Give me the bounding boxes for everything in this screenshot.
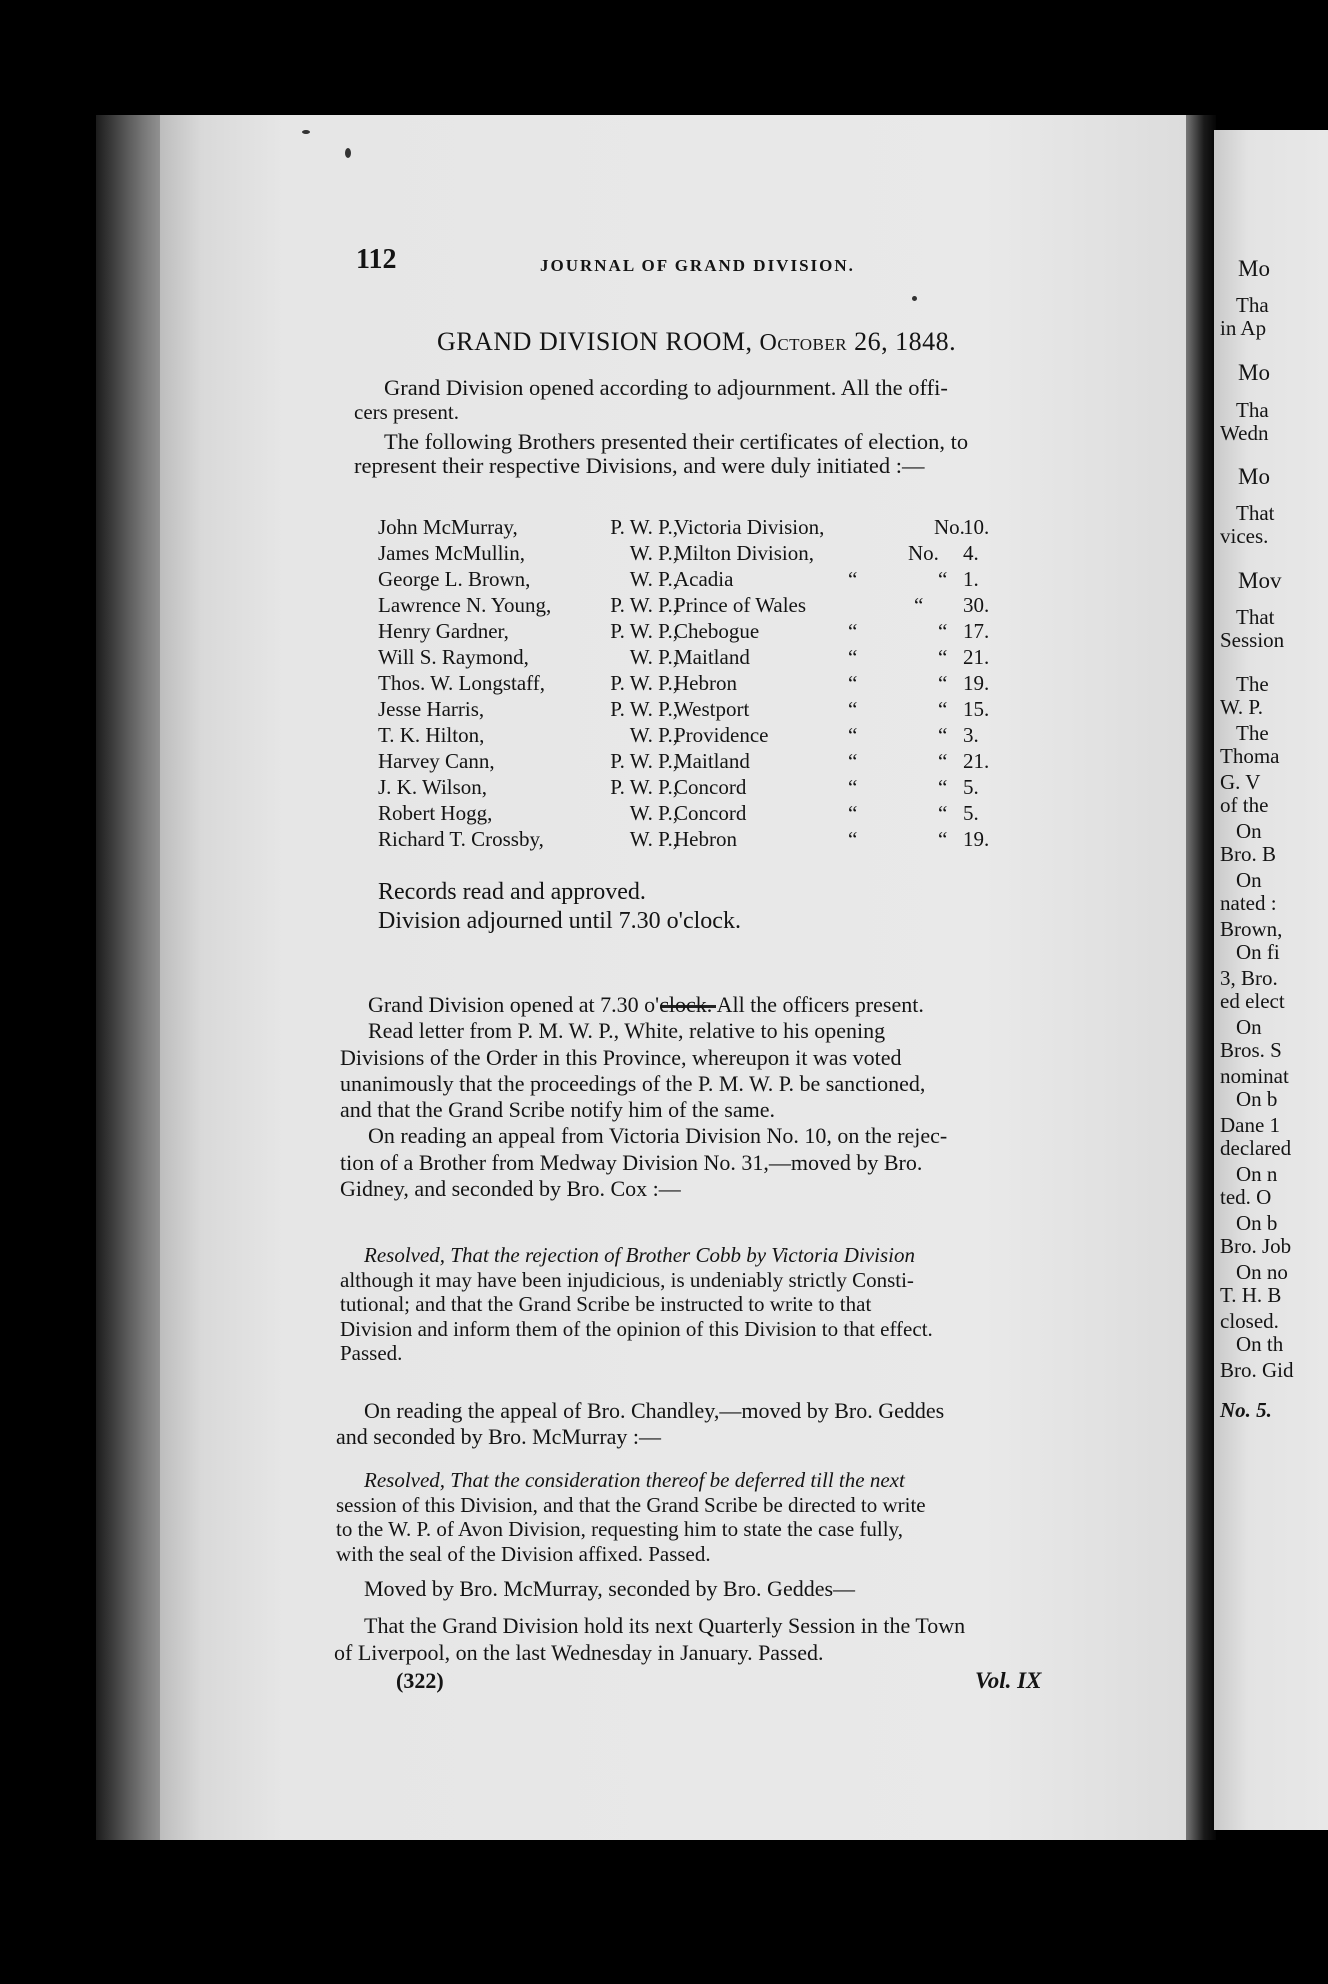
division-name: Chebogue — [674, 619, 760, 643]
text-line: Division and inform them of the opinion of this Division to that effect. — [340, 1316, 933, 1341]
division-number: 10. — [963, 515, 990, 539]
right-page-fragment-line: On — [1236, 1015, 1262, 1039]
member-title: W. P., — [629, 645, 678, 669]
right-page-fragment-line: T. H. B — [1220, 1283, 1282, 1307]
right-page-fragment-line: G. V — [1220, 770, 1261, 794]
text-line: The following Brothers presented their certificates of election, to — [384, 429, 969, 454]
division-number: 5. — [963, 775, 979, 799]
right-page-fragment-line: On fi — [1236, 940, 1280, 964]
ditto-mark: “ — [938, 619, 948, 643]
member-name: Lawrence N. Young, — [378, 593, 552, 617]
records-lines — [378, 878, 741, 936]
ditto-mark: “ — [938, 827, 948, 851]
member-title: P. W. P., — [610, 619, 678, 643]
text-line: session of this Division, and that the Grand Scribe be directed to write — [336, 1492, 926, 1517]
ditto-mark: “ — [848, 697, 858, 721]
division-number: 17. — [963, 619, 990, 643]
division-name: Victoria Division, — [674, 515, 825, 539]
ink-speck — [912, 296, 917, 301]
right-page-fragment-line: declared — [1220, 1136, 1292, 1160]
right-page-fragment-line: Dane 1 — [1220, 1113, 1281, 1137]
right-page-fragment-line: Wedn — [1220, 421, 1269, 445]
division-name: Concord — [674, 801, 747, 825]
division-number: 5. — [963, 801, 979, 825]
text-line: although it may have been injudicious, is undeniably strictly Consti- — [340, 1267, 914, 1292]
division-name: Maitland — [674, 749, 750, 773]
division-name: Westport — [674, 697, 750, 721]
resolution-chandley — [336, 1468, 926, 1566]
member-title: W. P., — [629, 827, 678, 851]
right-page-fragment-line: Bros. S — [1220, 1038, 1282, 1062]
text-line: and seconded by Bro. McMurray :— — [336, 1424, 662, 1449]
ditto-mark: “ — [848, 775, 858, 799]
right-page-fragment-line: Mo — [1238, 256, 1270, 281]
ditto-mark: “ — [848, 619, 858, 643]
member-name: T. K. Hilton, — [378, 723, 485, 747]
ditto-mark: No. — [908, 541, 939, 565]
member-title: P. W. P., — [610, 515, 678, 539]
member-title: P. W. P., — [610, 775, 678, 799]
right-page-fragment-line: Thoma — [1220, 744, 1280, 768]
right-page-fragment — [1214, 130, 1328, 1830]
text-line: Resolved, That the rejection of Brother Cobb by Victoria Division — [364, 1243, 915, 1267]
right-page-fragment-line: The — [1236, 672, 1269, 696]
member-name: Henry Gardner, — [378, 619, 509, 643]
member-title: W. P., — [629, 723, 678, 747]
text-line: Gidney, and seconded by Bro. Cox :— — [340, 1176, 681, 1202]
resolution-cobb — [340, 1243, 933, 1366]
text-line: On reading the appeal of Bro. Chandley,—moved by Bro. Geddes — [364, 1398, 945, 1423]
right-page-fragment-line: Tha — [1236, 293, 1269, 317]
member-name: John McMurray, — [378, 515, 518, 539]
division-number: 21. — [963, 645, 990, 669]
division-name: Hebron — [674, 827, 737, 851]
right-page-fragment-line: On b — [1236, 1211, 1278, 1235]
right-page-fragment-line: 3, Bro. — [1220, 966, 1278, 990]
member-title: W. P., — [629, 567, 678, 591]
chandley-appeal — [336, 1398, 944, 1450]
ditto-mark: “ — [938, 723, 948, 747]
right-page-fragment-line: closed. — [1220, 1309, 1279, 1333]
right-page-fragment-line: Mo — [1238, 464, 1270, 489]
right-page-fragment-line: On th — [1236, 1332, 1284, 1356]
running-title — [540, 256, 1240, 276]
text-line: That the Grand Division hold its next Quarterly Session in the Town — [364, 1613, 966, 1638]
text-line: Records read and approved. — [378, 879, 646, 905]
right-page-fragment-line: On n — [1236, 1162, 1278, 1186]
member-name: James McMullin, — [378, 541, 525, 565]
ditto-mark: “ — [914, 593, 924, 617]
title-main: GRAND DIVISION ROOM, — [437, 327, 753, 356]
right-page-fragment-line: in Ap — [1220, 316, 1267, 340]
member-title: P. W. P., — [610, 671, 678, 695]
motion-liverpool — [334, 1575, 965, 1666]
division-number: 3. — [963, 723, 979, 747]
volume-mark: Vol. IX — [975, 1668, 1042, 1693]
division-name: Maitland — [674, 645, 750, 669]
ditto-mark: “ — [938, 697, 948, 721]
ditto-mark: “ — [848, 827, 858, 851]
ditto-mark: No. — [934, 515, 965, 539]
text-line: and that the Grand Scribe notify him of the same. — [340, 1097, 775, 1123]
member-title: P. W. P., — [610, 697, 678, 721]
right-page-fragment-line: nominat — [1220, 1064, 1289, 1088]
ditto-mark: “ — [848, 567, 858, 591]
member-title: W. P., — [629, 801, 678, 825]
right-page-fragment-line: On — [1236, 819, 1262, 843]
division-name: Prince of Wales — [674, 593, 807, 617]
text-line: unanimously that the proceedings of the P. M. W. P. be sanctioned, — [340, 1070, 926, 1096]
ditto-mark: “ — [938, 749, 948, 773]
right-page-fragment-line: That — [1236, 501, 1275, 525]
member-title: W. P., — [629, 541, 678, 565]
right-page-fragment-line: Bro. Job — [1220, 1234, 1292, 1258]
intro-paragraph — [354, 376, 968, 478]
right-page-fragment-line: W. P. — [1220, 695, 1263, 719]
ditto-mark: “ — [848, 671, 858, 695]
section-title — [437, 327, 956, 357]
text-line: tion of a Brother from Medway Division No. 31,—moved by Bro. — [340, 1149, 923, 1175]
ditto-mark: “ — [938, 775, 948, 799]
ditto-mark: “ — [938, 801, 948, 825]
division-number: 4. — [963, 541, 979, 565]
member-name: Harvey Cann, — [378, 749, 495, 773]
ditto-mark: “ — [938, 645, 948, 669]
right-page-fragment-line: Bro. Gid — [1220, 1358, 1294, 1382]
member-name: Robert Hogg, — [378, 801, 493, 825]
right-page-fragment-line: Brown, — [1220, 917, 1283, 941]
text-line: tutional; and that the Grand Scribe be instructed to write to that — [340, 1292, 872, 1316]
text-line: Resolved, That the consideration thereof be deferred till the next — [364, 1468, 905, 1492]
text-line: Grand Division opened at 7.30 o'clock. All the officers present. — [368, 992, 924, 1017]
right-page-fragment-line: ted. O — [1220, 1185, 1272, 1209]
right-page-fragment-line: Mo — [1238, 360, 1270, 385]
division-number: 15. — [963, 697, 990, 721]
right-page-fragment-line: nated : — [1220, 891, 1277, 915]
text-line: Moved by Bro. McMurray, seconded by Bro. Geddes— — [364, 1576, 856, 1601]
text-line: of Liverpool, on the last Wednesday in January. Passed. — [334, 1640, 824, 1665]
ditto-mark: “ — [938, 567, 948, 591]
right-page-fragment-line: Tha — [1236, 398, 1269, 422]
text-line: Read letter from P. M. W. P., White, relative to his opening — [368, 1018, 886, 1044]
ink-speck — [302, 130, 310, 134]
right-page-fragment-line: ed elect — [1220, 989, 1285, 1013]
division-number: 1. — [963, 567, 979, 591]
right-page-fragment-line: Session — [1220, 628, 1285, 652]
title-date: 26, 1848. — [854, 327, 957, 356]
evening-session — [340, 992, 947, 1202]
right-page-fragment-line: The — [1236, 721, 1269, 745]
right-page-fragment-line: vices. — [1220, 524, 1269, 548]
signature-mark: (322) — [396, 1668, 444, 1693]
member-name: Will S. Raymond, — [378, 645, 529, 669]
right-page-fragment-line: Mov — [1238, 568, 1282, 593]
text-line: with the seal of the Division affixed. Passed. — [336, 1541, 711, 1566]
division-number: 19. — [963, 671, 990, 695]
page-number: 112 — [356, 244, 397, 275]
text-line: Division adjourned until 7.30 o'clock. — [378, 908, 741, 934]
right-page-fragment-line: That — [1236, 605, 1275, 629]
division-name: Milton Division, — [674, 541, 815, 565]
right-page-fragment-line: of the — [1220, 793, 1269, 817]
member-name: Thos. W. Longstaff, — [378, 671, 546, 695]
division-name: Concord — [674, 775, 747, 799]
text-line: represent their respective Divisions, and were duly initiated :— — [354, 453, 925, 478]
ditto-mark: “ — [848, 749, 858, 773]
right-page-fragment-line: On b — [1236, 1087, 1278, 1111]
member-name: George L. Brown, — [378, 567, 531, 591]
text-line: Divisions of the Order in this Province, whereupon it was voted — [340, 1044, 902, 1070]
division-number: 21. — [963, 749, 990, 773]
member-title: P. W. P., — [610, 593, 678, 617]
text-line: Grand Division opened according to adjournment. All the offi- — [384, 375, 948, 400]
division-name: Providence — [674, 723, 769, 747]
text-line: Passed. — [340, 1341, 403, 1365]
division-number: 19. — [963, 827, 990, 851]
text-line: On reading an appeal from Victoria Division No. 10, on the rejec- — [368, 1123, 948, 1149]
ink-speck — [345, 148, 351, 158]
text-line: to the W. P. of Avon Division, requesting him to state the case fully, — [336, 1517, 903, 1541]
right-page-fragment-line: Bro. B — [1220, 842, 1277, 866]
title-month: October — [759, 330, 848, 356]
member-title: P. W. P., — [610, 749, 678, 773]
member-name: Jesse Harris, — [378, 697, 485, 721]
member-name: J. K. Wilson, — [378, 775, 488, 799]
right-page-fragment-line: On no — [1236, 1260, 1288, 1284]
ditto-mark: “ — [848, 723, 858, 747]
ditto-mark: “ — [938, 671, 948, 695]
division-number: 30. — [963, 593, 990, 617]
division-name: Hebron — [674, 671, 737, 695]
right-page-fragment-line: On — [1236, 868, 1262, 892]
book-spine-shadow — [96, 115, 166, 1840]
ditto-mark: “ — [848, 801, 858, 825]
right-page-fragment-line: No. 5. — [1220, 1398, 1272, 1422]
ditto-mark: “ — [848, 645, 858, 669]
member-name: Richard T. Crossby, — [378, 827, 544, 851]
division-name: Acadia — [674, 567, 734, 591]
text-line: cers present. — [354, 400, 459, 424]
page-gutter — [1186, 115, 1216, 1840]
running-title-text: JOURNAL OF GRAND DIVISION. — [540, 256, 855, 275]
